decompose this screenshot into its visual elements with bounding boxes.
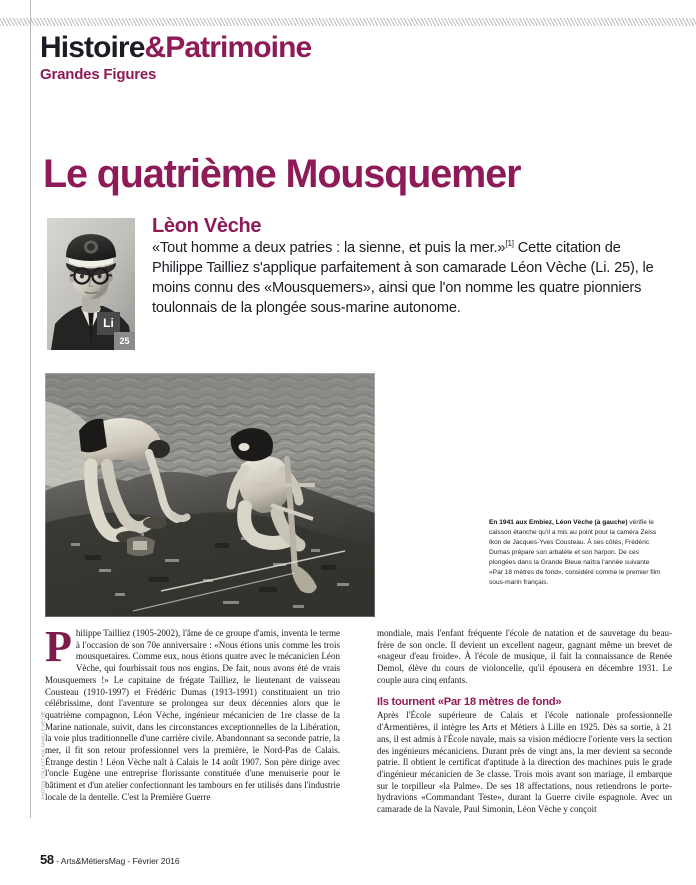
caption-lead: En 1941 aux Embiez, Léon Vèche (à gauche) xyxy=(489,519,628,526)
body-column-right xyxy=(377,628,672,816)
main-photo xyxy=(45,373,375,617)
intro-text xyxy=(152,239,662,318)
body-paragraph: mondiale, mais l'enfant fréquente l'école de natation et de sauvetage du beau-frère de son oncle. Il devient un excellent nageur, gagnant même un brevet de «nageur d'eau froide». À l'école de musique, il fait la connaissance de Renée Demol, élève du cours de violoncelle, qu'il épousera en décembre 1931. Le couple aura cinq enfants. xyxy=(377,628,672,685)
intro-footnote-marker: [1] xyxy=(505,239,514,249)
body-column-left xyxy=(45,622,340,804)
portrait-photo xyxy=(47,218,135,350)
top-hatched-band xyxy=(0,18,696,26)
body-paragraph: Après l'École supérieure de Calais et l'école nationale professionnelle d'Armentières, il intègre les Arts et Métiers à Lille en 1925. Dès sa sortie, à 21 ans, il est admis à l'École navale, mais sa vision médiocre l'oriente vers la section des ingénieurs mécaniciens. Durant près de vingt ans, la mer devient sa seconde patrie. Il obtient le certificat d'aptitude à la direction des machines puis le grade d'ingénieur mécanicien de 3e classe. Trois mois avant son mariage, il embarque sur le torpilleur «la Palme». De ses 18 affectations, nous retiendrons le porte-hydravions «Commandant Teste», durant la Guerre civile espagnole. Avec un camarade de la Navale, Paul Simonin, Léon Vèche y conçoit xyxy=(377,710,672,815)
photo-caption xyxy=(489,518,665,588)
page-footer xyxy=(40,852,180,867)
page-title: Le quatrième Mousquemer xyxy=(43,152,521,197)
main-photo-image xyxy=(45,373,375,617)
body-paragraph: hilippe Tailliez (1905-2002), l'âme de ce groupe d'amis, inventa le terme à l'occasion de son 70e anniversaire : «Nous étions unis comme les trois mousquetaires. Comme eux, nous étions quatre avec le mécanicien Léon Vèche, qui fourbissait tous nos engins. De fait, nous avons été de vrais Mousquemers !» Le capitaine de frégate Tailliez, le lieutenant de vaisseau Cousteau (1910-1997) et Frédéric Dumas (1913-1991) constituaient un trio célébrissime, dont l'aventure se prolongea sur deux décennies alors que le quatrième compagnon, Léon Vèche, ingénieur mécanicien de 1re classe de la Marine nationale, suivit, dans les circonstances exceptionnelles de la Libération, la voie plus traditionnelle d'une carrière civile. Abandonnant sa seconde patrie, la mer, il fit son retour professionnel vers la première, le Nord-Pas de Calais. Étrange destin ! Léon Vèche naît à Calais le 14 août 1907. Son père dirige avec l'oncle Eugène une entreprise florissante constituée d'une menuiserie pour le bâtiment et d'un atelier confectionnant les tambours en fer utilisés dans l'industrie locale de la dentelle. C'est la Première Guerre xyxy=(45,628,340,802)
intro-quote: «Tout homme a deux patries : la sienne, et puis la mer.» xyxy=(152,240,506,256)
drop-cap: P xyxy=(45,622,72,671)
page-number: 58 xyxy=(40,852,54,867)
badge-code: Li xyxy=(97,312,120,335)
intro-block xyxy=(152,215,662,318)
rubric-title-part-b: &Patrimoine xyxy=(144,31,312,64)
footer-text: - Arts&MétiersMag - Février 2016 xyxy=(56,856,180,866)
intro-body: Cette citation de Philippe Tailliez s'applique parfaitement à son camarade Léon Vèche (Li. 25), le moins connu des «Mousquemers», ainsi que l'on nomme les quatre pionniers toulonnais de la plongée sous-marine autonome. xyxy=(152,240,654,316)
caption-body: vérifie le caisson étanche qu'il a mis au point pour la caméra Zeiss Ikon de Jacques-Yves Cousteau. À ses côtés, Frédéric Dumas prépare son arbalète et son harpon. De ces plongées dans la Grande Bleue naîtra l'année suivante «Par 18 mètres de fond», considéré comme le premier film sous-marin français. xyxy=(489,519,661,587)
rubric-title-part-a: Histoire xyxy=(40,31,145,64)
photo-credit: PHOTOS COLLECTION FAMILLE VÈCHE xyxy=(40,710,46,800)
subject-name: Lèon Vèche xyxy=(152,215,262,237)
left-gutter-rule xyxy=(30,0,31,818)
badge-year: 25 xyxy=(114,332,135,350)
rubric-title xyxy=(40,33,311,64)
rubric-header xyxy=(40,33,311,82)
section-subheading: Ils tournent «Par 18 mètres de fond» xyxy=(377,695,562,708)
school-badge xyxy=(97,312,135,350)
rubric-subtitle: Grandes Figures xyxy=(40,65,157,83)
